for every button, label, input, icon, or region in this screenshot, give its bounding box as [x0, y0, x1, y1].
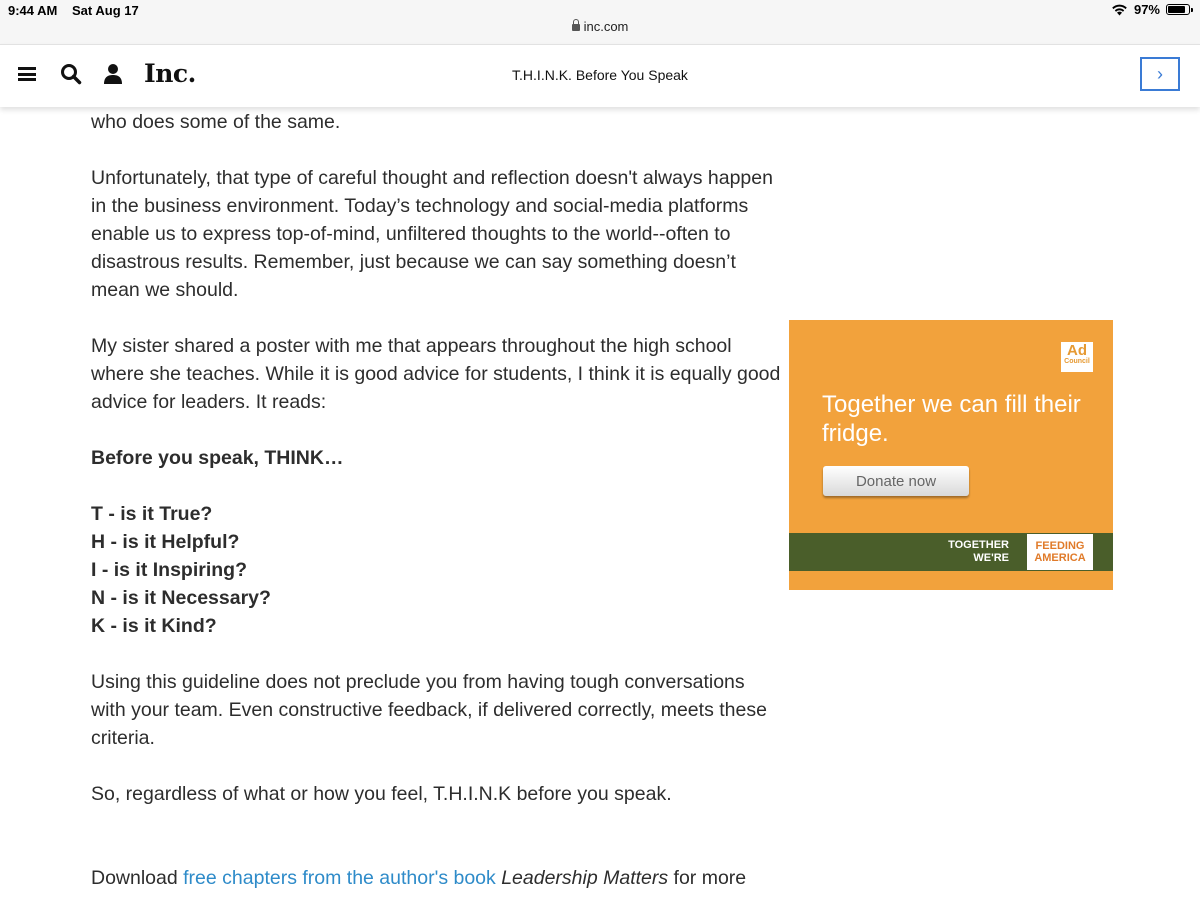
- ad-council-line1: Ad: [1067, 342, 1087, 359]
- inc-logo[interactable]: Inc.: [144, 59, 196, 88]
- think-heading: Before you speak, THINK…: [91, 447, 344, 469]
- download-paragraph: [91, 864, 746, 892]
- think-item: T - is it True?: [91, 503, 213, 525]
- article-paragraph: So, regardless of what or how you feel, T.H.I.N.K before you speak.: [91, 783, 672, 805]
- battery-level: [1168, 6, 1185, 13]
- wifi-icon: [1111, 3, 1128, 16]
- feeding-america-ad[interactable]: [789, 320, 1113, 590]
- status-indicators: [1111, 2, 1190, 17]
- status-date: Sat Aug 17: [72, 3, 139, 18]
- article-paragraph: My sister shared a poster with me that appears throughout the high school where she teaches. While it is good advice for students, I think it is equally good advice for leaders. It reads:: [91, 335, 781, 413]
- status-bar: [0, 0, 1200, 44]
- lock-icon: [572, 24, 580, 31]
- article-paragraph: Unfortunately, that type of careful thought and reflection doesn't always happen in the business environment. Today’s technology and social-media platforms enable us to express top-of-mind, unfiltered thoughts to the world--often to disastrous results. Remember, just because we can say something doesn’t mean we should.: [91, 167, 773, 301]
- url-text: inc.com: [583, 19, 629, 34]
- feeding-america-logo: [1027, 534, 1093, 570]
- ad-tagline: [948, 539, 1009, 565]
- download-suffix: for more: [668, 867, 747, 889]
- ad-headline: Together we can fill their fridge.: [822, 391, 1081, 447]
- status-time: 9:44 AM: [8, 3, 58, 18]
- site-header: [0, 44, 1200, 107]
- article-paragraph: who does some of the same.: [91, 111, 341, 133]
- book-title: Leadership Matters: [501, 867, 669, 889]
- donate-now-button[interactable]: Donate now: [823, 466, 969, 496]
- ad-tagline-line1: TOGETHER: [948, 539, 1009, 551]
- url-bar[interactable]: [0, 19, 1200, 34]
- chevron-right-icon: ›: [1157, 63, 1163, 84]
- ad-tagline-line2: WE'RE: [973, 552, 1009, 564]
- partner-line1: FEEDING: [1035, 540, 1085, 552]
- free-chapters-link[interactable]: free chapters from the author's book: [183, 867, 496, 889]
- think-item: K - is it Kind?: [91, 615, 217, 637]
- think-list: [91, 500, 271, 640]
- think-item: I - is it Inspiring?: [91, 559, 247, 581]
- page-title: T.H.I.N.K. Before You Speak: [512, 67, 688, 83]
- partner-line2: AMERICA: [1034, 552, 1086, 564]
- next-article-button[interactable]: [1140, 57, 1180, 91]
- think-item: N - is it Necessary?: [91, 587, 271, 609]
- ad-council-logo: [1061, 342, 1093, 372]
- battery-icon: [1166, 4, 1190, 15]
- think-item: H - is it Helpful?: [91, 531, 240, 553]
- ad-council-line2: Council: [1064, 358, 1090, 365]
- article-paragraph: Using this guideline does not preclude you from having tough conversations with your team. Even constructive feedback, if delivered correctly, meets these criteria.: [91, 671, 767, 749]
- download-prefix: Download: [91, 867, 184, 889]
- battery-percent: 97%: [1133, 2, 1160, 17]
